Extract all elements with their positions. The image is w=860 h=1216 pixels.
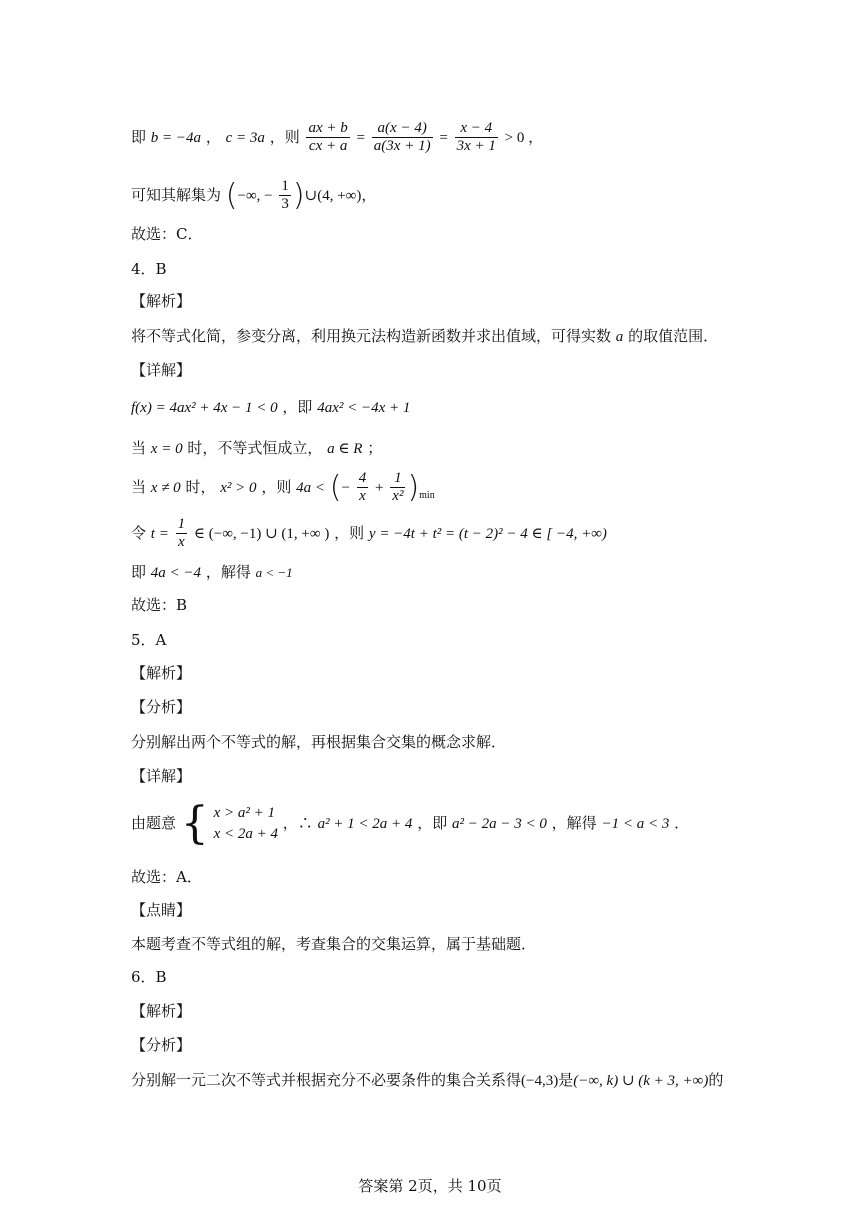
section-heading: 【详解】 <box>131 361 192 379</box>
math-line-12: 即 4a < −4 ，解得 a < −1 <box>131 563 293 581</box>
fraction: $\frac{1}{3}$ <box>281 178 289 213</box>
left-paren: ( <box>225 177 238 213</box>
question-number: 6．B <box>131 968 167 986</box>
text-line-6: 将不等式化简，参变分离，利用换元法构造新函数并求出值域，可得实数 a 的取值范围． <box>131 327 719 345</box>
section-heading: 【分析】 <box>131 698 192 716</box>
section-heading: 【详解】 <box>131 767 192 785</box>
math-line-1 <box>131 120 543 156</box>
section-heading: 【解析】 <box>131 292 192 310</box>
section-heading: 【分析】 <box>131 1036 192 1054</box>
text-line-3: 故选：C． <box>131 225 203 243</box>
section-heading: 【解析】 <box>131 664 192 682</box>
fraction: $\frac{ax + b}{cx + a}$ <box>308 120 348 155</box>
text-line-26: 分别解一元二次不等式并根据充分不必要条件的集合关系得(−4,3)是(−∞, k) ∪ (k + 3, +∞)的 <box>131 1071 724 1089</box>
equals-sign: = <box>356 129 366 146</box>
text-line-17: 分别解出两个不等式的解，再根据集合交集的概念求解． <box>131 733 507 751</box>
math-line-9: 当 x = 0 时，不等式恒成立， a ∈ R ； <box>131 439 383 457</box>
fraction: $\frac{a(x - 4)}{a(3x + 1)}$ <box>373 120 431 155</box>
equation: b = −4a <box>150 129 202 146</box>
text-line-22: 本题考查不等式组的解，考查集合的交集运算，属于基础题． <box>131 935 537 953</box>
equation: c = 3a <box>225 129 265 146</box>
text: ， <box>361 185 377 204</box>
left-brace: { <box>180 798 209 849</box>
text: ， <box>205 127 221 146</box>
math-line-10: 当 x ≠ 0 时， x² > 0 ，则 4a < (− $\frac{4}{x}$ + $\frac{1}{\text{x²}}$ )$_{min}$ <box>131 469 435 505</box>
text: 可知其解集为 <box>131 185 222 204</box>
section-heading: 【解析】 <box>131 1002 192 1020</box>
section-heading: 【点睛】 <box>131 901 192 919</box>
question-number: 5．A <box>131 631 167 649</box>
page-footer: 答案第 2页，共 10页 <box>358 1177 502 1195</box>
equation: −∞, − <box>237 187 273 204</box>
math-line-2 <box>131 178 376 214</box>
text: 即 <box>131 127 147 146</box>
right-paren: ) <box>292 177 305 213</box>
equals-sign: = <box>439 129 448 146</box>
text-line-13: 故选：B <box>131 596 188 614</box>
text: ，则 <box>269 127 300 146</box>
equation: ∪(4, +∞) <box>304 187 362 204</box>
math-line-11: 令 t = $\frac{1}{x}$ ∈ (−∞, −1) ∪ (1, +∞ ) ，则 y = −4t + t² = (t − 2)² − 4 ∈ [ −4, +∞) <box>131 516 607 551</box>
text: > 0 ， <box>504 129 544 146</box>
question-number: 4．B <box>131 260 167 278</box>
fraction: $\frac{x - 4}{3x + 1}$ <box>456 120 496 155</box>
math-line-19: 由题意 { x > a² + 1 x < 2a + 4 ，∴ a² + 1 < 2a + 4 ，即 a² − 2a − 3 < 0 ，解得 −1 < a < 3 ． <box>131 798 690 849</box>
text-line-20: 故选：A． <box>131 868 202 886</box>
math-line-8: f(x) = 4ax² + 4x − 1 < 0 ，即 4ax² < −4x + 1 <box>131 398 411 416</box>
